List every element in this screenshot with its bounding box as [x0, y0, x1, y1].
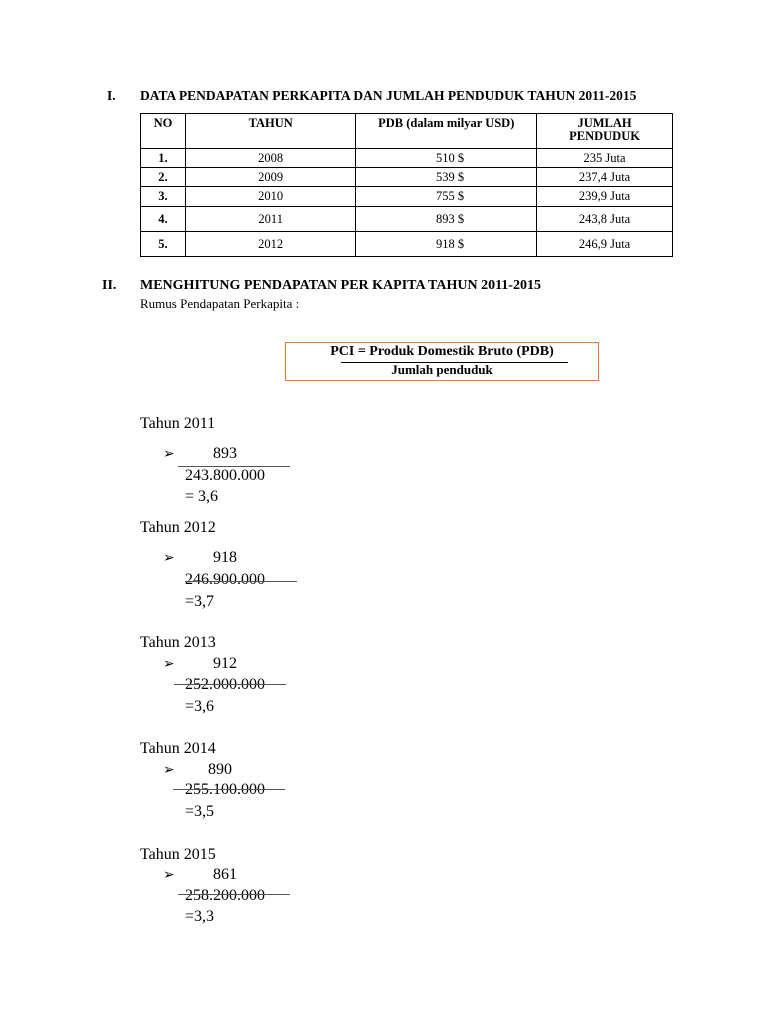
header-pdb: PDB (dalam milyar USD) — [356, 114, 537, 149]
arrow-bullet-icon: ➢ — [163, 763, 175, 778]
calc-year: Tahun 2013 — [140, 634, 216, 651]
header-jumlah-penduduk: JUMLAH PENDUDUK — [537, 114, 673, 149]
calc-result: =3,7 — [185, 593, 215, 610]
cell-pdb: 755 $ — [356, 187, 537, 207]
formula-numerator: PCI = Produk Domestik Bruto (PDB) — [330, 344, 554, 359]
cell-tahun: 2012 — [185, 232, 356, 257]
calc-population: 252.000.000 — [185, 676, 265, 693]
section-2-subtitle: Rumus Pendapatan Perkapita : — [140, 296, 300, 311]
table-header-row — [141, 114, 673, 149]
table-row — [141, 149, 673, 168]
calc-population: 243.800.000 — [185, 467, 265, 484]
cell-tahun: 2010 — [185, 187, 356, 207]
calc-year: Tahun 2011 — [140, 415, 216, 432]
cell-no: 3. — [141, 187, 186, 207]
calc-population: 255.100.000 — [185, 781, 265, 798]
cell-penduduk: 237,4 Juta — [537, 168, 673, 187]
calc-result: =3,6 — [185, 698, 215, 715]
arrow-bullet-icon: ➢ — [163, 657, 175, 672]
cell-no: 4. — [141, 207, 186, 232]
header-tahun: TAHUN — [185, 114, 356, 149]
section-1-numeral: I. — [107, 88, 116, 103]
formula-box — [285, 342, 599, 381]
table-row — [141, 232, 673, 257]
section-2-title: MENGHITUNG PENDAPATAN PER KAPITA TAHUN 2011-2015 — [140, 278, 541, 293]
fraction-line — [178, 894, 290, 895]
section-2-numeral: II. — [102, 278, 117, 293]
data-table — [140, 113, 673, 257]
fraction-line — [174, 684, 286, 685]
calc-pdb: 893 — [213, 445, 237, 462]
table-row — [141, 168, 673, 187]
formula-denominator: Jumlah penduduk — [391, 362, 493, 377]
fraction-line — [173, 789, 285, 790]
arrow-bullet-icon: ➢ — [163, 868, 175, 883]
cell-pdb: 893 $ — [356, 207, 537, 232]
calc-pdb: 890 — [208, 761, 232, 778]
calc-year: Tahun 2012 — [140, 519, 216, 536]
fraction-line — [185, 581, 297, 582]
cell-pdb: 510 $ — [356, 149, 537, 168]
calc-result: = 3,6 — [185, 488, 219, 505]
table-row — [141, 207, 673, 232]
arrow-bullet-icon: ➢ — [163, 551, 175, 566]
header-no: NO — [141, 114, 186, 149]
calc-result: =3,3 — [185, 908, 215, 925]
section-1-title: DATA PENDAPATAN PERKAPITA DAN JUMLAH PENDUDUK TAHUN 2011-2015 — [140, 88, 637, 103]
calc-pdb: 861 — [213, 866, 237, 883]
cell-pdb: 918 $ — [356, 232, 537, 257]
calc-population: 246.900.000 — [185, 571, 265, 588]
calc-result: =3,5 — [185, 803, 215, 820]
calc-pdb: 912 — [213, 655, 237, 672]
calc-pdb: 918 — [213, 549, 237, 566]
cell-penduduk: 243,8 Juta — [537, 207, 673, 232]
cell-penduduk: 235 Juta — [537, 149, 673, 168]
calc-population: 258.200.000 — [185, 887, 265, 904]
cell-tahun: 2009 — [185, 168, 356, 187]
arrow-bullet-icon: ➢ — [163, 447, 175, 462]
cell-no: 2. — [141, 168, 186, 187]
cell-tahun: 2008 — [185, 149, 356, 168]
calc-year: Tahun 2014 — [140, 740, 216, 757]
calc-year: Tahun 2015 — [140, 846, 216, 863]
cell-no: 5. — [141, 232, 186, 257]
cell-penduduk: 239,9 Juta — [537, 187, 673, 207]
cell-no: 1. — [141, 149, 186, 168]
cell-tahun: 2011 — [185, 207, 356, 232]
table-row — [141, 187, 673, 207]
cell-pdb: 539 $ — [356, 168, 537, 187]
cell-penduduk: 246,9 Juta — [537, 232, 673, 257]
